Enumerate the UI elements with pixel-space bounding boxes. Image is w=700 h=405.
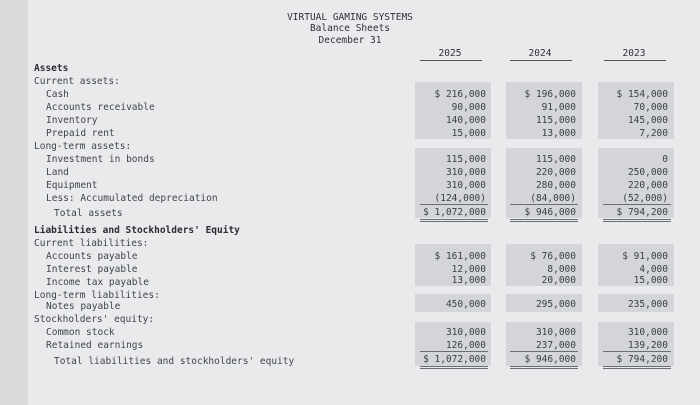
total-assets-2024: $ 946,000	[524, 207, 576, 218]
statement-title: Balance Sheets	[309, 23, 391, 34]
prepaid-2023: 7,200	[639, 128, 668, 139]
common-stock-label: Common stock	[46, 327, 115, 338]
ap-2024: $ 76,000	[530, 251, 576, 262]
cash-label: Cash	[46, 89, 69, 100]
notes-payable-2023: 235,000	[627, 299, 668, 310]
land-2023: 250,000	[627, 167, 668, 178]
cash-2023: $ 154,000	[616, 89, 668, 100]
total-double-rule	[420, 219, 488, 222]
total-assets-2023: $ 794,200	[616, 207, 668, 218]
long-term-liabilities-heading: Long-term liabilities:	[34, 290, 160, 301]
total-assets-label: Total assets	[54, 208, 123, 219]
retained-earnings-2024: 237,000	[535, 340, 576, 351]
accum-dep-2023: (52,000)	[622, 193, 668, 204]
total-le-2023: $ 794,200	[616, 354, 668, 365]
stockholders-equity-heading: Stockholders' equity:	[34, 314, 155, 325]
total-double-rule	[510, 366, 578, 369]
accum-dep-2024: (84,000)	[530, 193, 576, 204]
equipment-2025: 310,000	[445, 180, 486, 191]
equipment-2024: 280,000	[535, 180, 576, 191]
total-liabilities-equity-label: Total liabilities and stockholders' equity	[54, 356, 295, 367]
assets-heading: Assets	[34, 63, 69, 74]
land-label: Land	[46, 167, 69, 178]
cash-2025: $ 216,000	[434, 89, 486, 100]
notes-payable-2025: 450,000	[445, 299, 486, 310]
tax-payable-2024: 20,000	[541, 275, 576, 286]
header-underline	[420, 60, 482, 61]
prepaid-2025: 15,000	[451, 128, 486, 139]
interest-payable-2024: 8,000	[547, 264, 576, 275]
current-liabilities-heading: Current liabilities:	[34, 238, 149, 249]
income-tax-payable-label: Income tax payable	[46, 277, 149, 288]
ar-2025: 90,000	[451, 102, 486, 113]
notes-payable-2024: 295,000	[535, 299, 576, 310]
inventory-label: Inventory	[46, 115, 98, 126]
investment-2024: 115,000	[535, 154, 576, 165]
investment-2023: 0	[662, 154, 668, 165]
common-stock-2025: 310,000	[445, 327, 486, 338]
prepaid-rent-label: Prepaid rent	[46, 128, 115, 139]
retained-earnings-2023: 139,200	[627, 340, 668, 351]
interest-payable-label: Interest payable	[46, 264, 138, 275]
investment-label: Investment in bonds	[46, 154, 155, 165]
retained-earnings-label: Retained earnings	[46, 340, 144, 351]
total-double-rule	[603, 219, 671, 222]
liabilities-equity-heading: Liabilities and Stockholders' Equity	[34, 225, 240, 236]
accounts-payable-label: Accounts payable	[46, 251, 138, 262]
inventory-2024: 115,000	[535, 115, 576, 126]
accumulated-depreciation-label: Less: Accumulated depreciation	[46, 193, 218, 204]
year-header-2025: 2025	[438, 48, 462, 59]
ap-2025: $ 161,000	[434, 251, 486, 262]
total-le-2024: $ 946,000	[524, 354, 576, 365]
equipment-2023: 220,000	[627, 180, 668, 191]
total-double-rule	[510, 219, 578, 222]
common-stock-2024: 310,000	[535, 327, 576, 338]
accounts-receivable-label: Accounts receivable	[46, 102, 155, 113]
ar-2024: 91,000	[541, 102, 576, 113]
total-double-rule	[603, 366, 671, 369]
long-term-assets-heading: Long-term assets:	[34, 141, 132, 152]
total-double-rule	[420, 366, 488, 369]
accum-dep-2025: (124,000)	[434, 193, 486, 204]
company-name: VIRTUAL GAMING SYSTEMS	[287, 12, 413, 23]
total-le-2025: $ 1,072,000	[423, 354, 486, 365]
subtotal-rule	[603, 351, 671, 352]
tax-payable-2025: 13,000	[451, 275, 486, 286]
land-2024: 220,000	[535, 167, 576, 178]
investment-2025: 115,000	[445, 154, 486, 165]
inventory-2023: 145,000	[627, 115, 668, 126]
ap-2023: $ 91,000	[622, 251, 668, 262]
statement-date: December 31	[318, 35, 382, 46]
total-assets-2025: $ 1,072,000	[423, 207, 486, 218]
page-edge	[0, 0, 28, 405]
retained-earnings-2025: 126,000	[445, 340, 486, 351]
tax-payable-2023: 15,000	[633, 275, 668, 286]
header-underline	[604, 60, 666, 61]
interest-payable-2023: 4,000	[639, 264, 668, 275]
subtotal-rule	[420, 204, 488, 205]
notes-payable-label: Notes payable	[46, 301, 121, 312]
interest-payable-2025: 12,000	[451, 264, 486, 275]
subtotal-rule	[510, 351, 578, 352]
prepaid-2024: 13,000	[541, 128, 576, 139]
subtotal-rule	[420, 351, 488, 352]
cash-2024: $ 196,000	[524, 89, 576, 100]
common-stock-2023: 310,000	[627, 327, 668, 338]
current-assets-heading: Current assets:	[34, 76, 120, 87]
year-header-2024: 2024	[528, 48, 552, 59]
ar-2023: 70,000	[633, 102, 668, 113]
equipment-label: Equipment	[46, 180, 98, 191]
land-2025: 310,000	[445, 167, 486, 178]
subtotal-rule	[603, 204, 671, 205]
inventory-2025: 140,000	[445, 115, 486, 126]
year-header-2023: 2023	[622, 48, 646, 59]
subtotal-rule	[510, 204, 578, 205]
header-underline	[510, 60, 572, 61]
